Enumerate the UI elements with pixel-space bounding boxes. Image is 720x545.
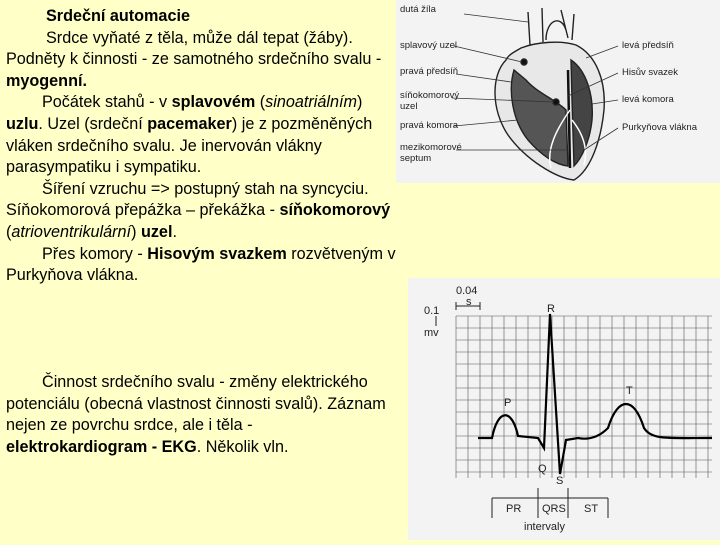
ekg-grid [456,316,712,478]
text-span: rozvětveným v Purkyňova vlákna. [6,244,396,285]
text-block-ekg [6,372,398,458]
term-atrioventrikularni: atrioventrikulární [11,222,132,241]
label-volt-unit: mv [424,327,439,339]
term-sinokomorovy: síňokomorový [279,201,391,220]
ekg-scale-markers [436,302,480,326]
label-sinokomorovy: síňokomorový [400,90,460,101]
wave-label-r: R [547,303,555,315]
paragraph-sireni [6,179,398,244]
label-purkynova-vlakna: Purkyňova vlákna [622,122,697,133]
text-span: ( [6,222,12,241]
paragraph-pacemaker [6,92,398,178]
heart-diagram-svg [396,0,720,183]
label-prava-komora: pravá komora [400,120,459,131]
term-sinoatrialnim: sinoatriálním [265,93,357,112]
label-mezikomorove: mezikomorové [400,142,462,153]
text-span: Šíření vzruchu => postupný stah na syncyciu. Síňokomorová přepážka – překážka - [6,179,369,220]
term-uzlu: uzlu [6,114,39,133]
label-uzel: uzel [400,101,418,112]
intervals-caption: intervaly [524,521,565,533]
paragraph-komory [6,244,398,287]
term-ekg: elektrokardiogram - EKG [6,437,197,456]
wave-label-s: S [556,475,564,487]
text-span: ( [255,93,266,112]
term-uzel: uzel [140,222,173,241]
ekg-diagram-svg [408,278,720,540]
label-septum: septum [400,153,432,164]
heart-illustration [495,8,604,180]
wave-label-t: T [626,385,633,397]
text-span: Počátek stahů - v [42,93,172,112]
wave-label-q: Q [538,463,547,475]
label-volt-scale: 0.1 [424,305,440,317]
paragraph-intro [6,28,398,93]
text-span: ) [131,222,141,241]
ekg-trace [478,314,712,474]
ekg-diagram [408,278,720,540]
label-duta-zila: dutá žíla [400,4,436,15]
term-hisovym-svazkem: Hisovým svazkem [147,244,287,263]
text-span: Přes komory - [42,244,148,263]
label-leva-predsin: levá předsíň [622,40,674,51]
paragraph-ekg [6,372,398,458]
label-time-unit: s [466,296,472,308]
text-block-automacie [6,6,398,287]
label-prava-predsin: pravá předsíň [400,66,459,77]
text-span: Činnost srdečního svalu - změny elektrického potenciálu (obecná vlastnost činnosti svalů). Záznam nejen ze povrchu srdce, ale i těla - [6,373,386,435]
interval-label-pr: PR [506,503,522,515]
term-splavovem: splavovém [171,93,256,112]
section-heading: Srdeční automacie [46,7,190,25]
label-leva-komora: levá komora [622,94,674,105]
text-span: . Několik vln. [196,437,289,456]
text-span: ) je z pozměněných vláken srdečního svalu. Je inervován vlákny parasympatiku i sympatiku. [6,114,373,177]
heart-conduction-diagram [396,0,720,183]
term-myogenni: myogenní. [6,71,87,90]
text-span: . [172,222,177,241]
paragraph-intro-text: Srdce vyňaté z těla, může dál tepat (žáby). Podněty k činnosti - ze samotného srdečního svalu - [6,28,382,69]
label-splavovy-uzel: splavový uzel [400,40,458,51]
wave-label-p: P [504,397,512,409]
interval-label-st: ST [584,503,599,515]
term-pacemaker: pacemaker [147,114,232,133]
interval-label-qrs: QRS [542,503,566,515]
text-span: ) [356,93,363,112]
text-span: . Uzel (srdeční [38,114,148,133]
label-time-scale: 0.04 [456,285,478,297]
label-hisuv-svazek: Hisův svazek [622,67,678,78]
